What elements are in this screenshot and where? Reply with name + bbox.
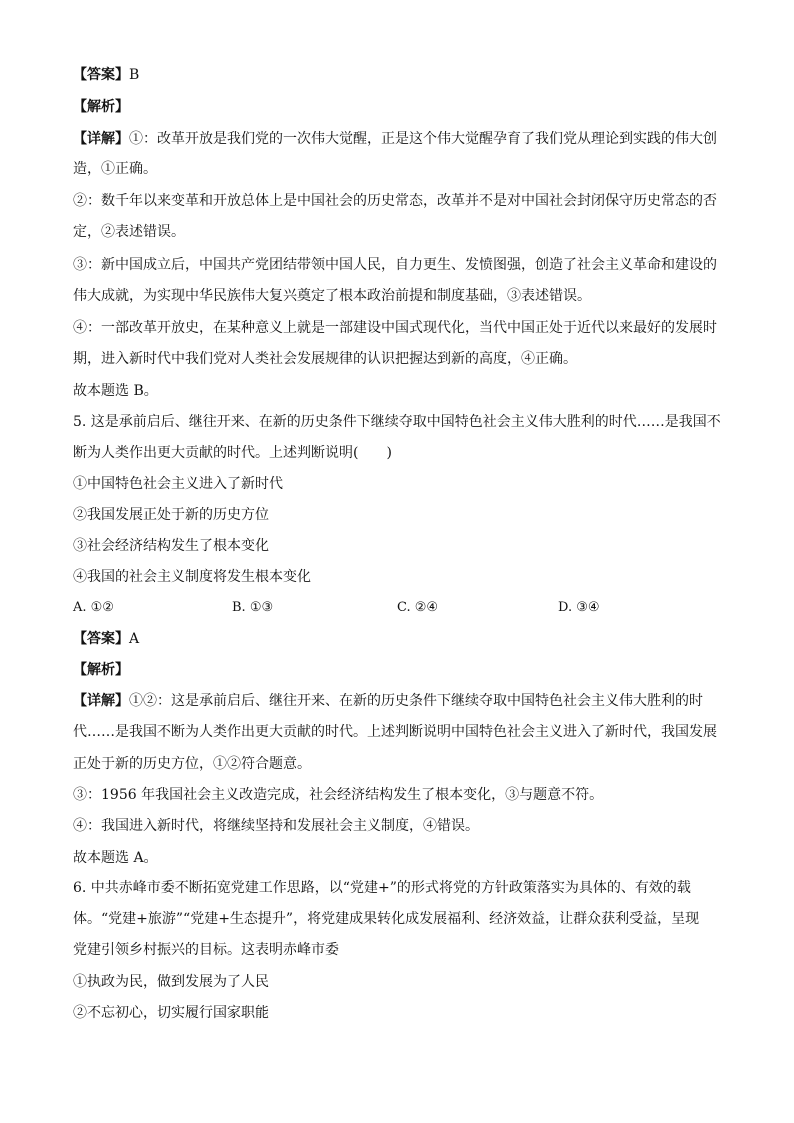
q4-detail-line-0	[73, 130, 717, 148]
detail-label: 【详解】	[73, 693, 129, 709]
q5-option-b[interactable]: B. ①③	[232, 600, 274, 615]
q5-analysis-label: 【解析】	[73, 662, 129, 678]
detail-label: 【详解】	[73, 131, 129, 147]
answer-label: 【答案】	[73, 631, 129, 647]
q4-detail-line-2: ②：数千年以来变革和开放总体上是中国社会的历史常态，改革并不是对中国社会封闭保守历史常态的否	[73, 193, 717, 209]
q4-detail-line-7: 期，进入新时代中我们党对人类社会发展规律的认识把握达到新的高度，④正确。	[73, 351, 577, 367]
q5-detail-line-3: ③：1956 年我国社会主义改造完成，社会经济结构发生了根本变化，③与题意不符。	[73, 787, 604, 803]
q6-item-2: ②不忘初心，切实履行国家职能	[73, 1005, 269, 1021]
q6-stem-line-1: 体。“党建+旅游”“党建+生态提升”，将党建成果转化成发展福利、经济效益，让群众获利受益，呈现	[73, 911, 700, 927]
q4-conclusion: 故本题选 B。	[73, 383, 158, 399]
q4-analysis-label: 【解析】	[73, 99, 129, 115]
q4-detail-line-5: 伟大成就，为实现中华民族伟大复兴奠定了根本政治前提和制度基础，③表述错误。	[73, 288, 591, 304]
q5-detail-line-1: 代……是我国不断为人类作出更大贡献的时代。上述判断说明中国特色社会主义进入了新时代，我国发展	[73, 724, 717, 740]
answer-value: A	[129, 631, 140, 647]
detail-text: ①②：这是承前启后、继往开来、在新的历史条件下继续夺取中国特色社会主义伟大胜利的时	[129, 693, 703, 709]
q5-option-c[interactable]: C. ②④	[397, 600, 439, 615]
q5-item-1: ①中国特色社会主义进入了新时代	[73, 476, 283, 492]
q5-detail-line-2: 正处于新的历史方位，①②符合题意。	[73, 756, 311, 772]
q5-item-4: ④我国的社会主义制度将发生根本变化	[73, 569, 311, 585]
q5-item-2: ②我国发展正处于新的历史方位	[73, 507, 269, 523]
q6-stem-line-0: 6. 中共赤峰市委不断拓宽党建工作思路，以“党建+”的形式将党的方针政策落实为具体的、有效的载	[73, 880, 691, 896]
q6-stem-line-2: 党建引领乡村振兴的目标。这表明赤峰市委	[73, 942, 339, 958]
q4-detail-line-3: 定，②表述错误。	[73, 224, 185, 240]
q6-item-1: ①执政为民，做到发展为了人民	[73, 974, 269, 990]
q4-detail-line-4: ③：新中国成立后，中国共产党团结带领中国人民，自力更生、发愤图强，创造了社会主义革命和建设的	[73, 257, 717, 273]
q5-conclusion: 故本题选 A。	[73, 850, 158, 866]
q5-answer	[73, 630, 139, 648]
q5-item-3: ③社会经济结构发生了根本变化	[73, 538, 269, 554]
q5-stem-line-0: 5. 这是承前启后、继往开来、在新的历史条件下继续夺取中国特色社会主义伟大胜利的时代……是我国不	[73, 414, 721, 430]
q4-answer	[73, 66, 139, 84]
detail-text: ①：改革开放是我们党的一次伟大觉醒，正是这个伟大觉醒孕育了我们党从理论到实践的伟大创	[129, 131, 717, 147]
q4-detail-line-6: ④：一部改革开放史，在某种意义上就是一部建设中国式现代化，当代中国正处于近代以来最好的发展时	[73, 320, 717, 336]
answer-value: B	[129, 67, 140, 83]
q5-detail-line-4: ④：我国进入新时代，将继续坚持和发展社会主义制度，④错误。	[73, 818, 479, 834]
q5-option-a[interactable]: A. ①②	[73, 600, 114, 615]
q5-stem-line-1: 断为人类作出更大贡献的时代。上述判断说明( )	[73, 445, 392, 461]
answer-label: 【答案】	[73, 67, 129, 83]
q5-detail-line-0	[73, 692, 703, 710]
q4-detail-line-1: 造，①正确。	[73, 161, 157, 177]
q5-option-d[interactable]: D. ③④	[558, 600, 600, 615]
